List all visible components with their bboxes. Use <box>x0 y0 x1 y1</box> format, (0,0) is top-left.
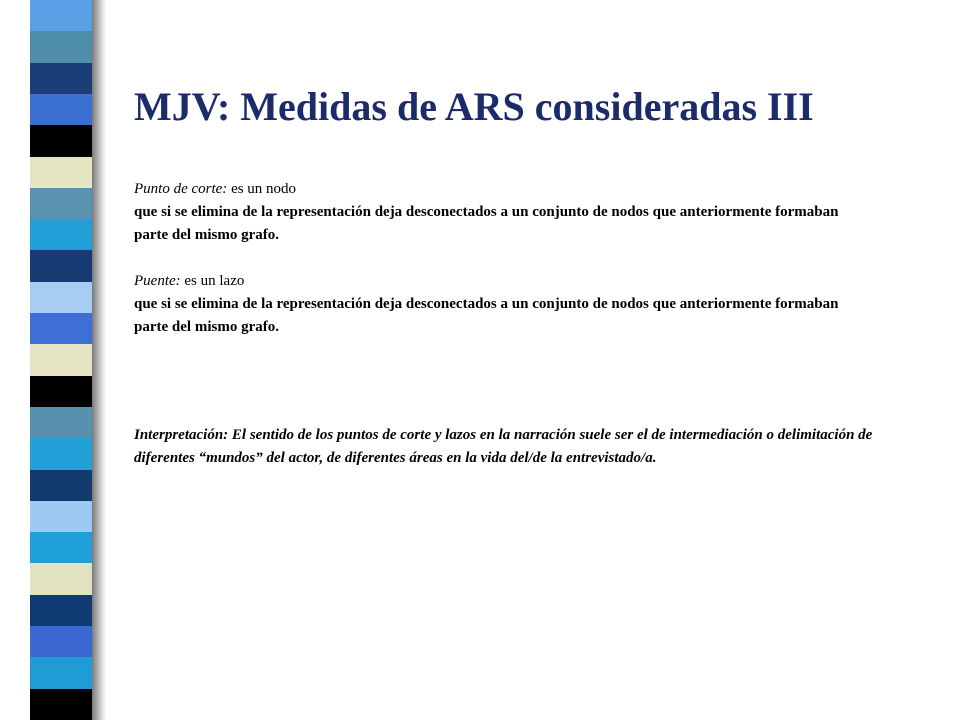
stripe-segment <box>30 157 92 189</box>
stripe-segment <box>30 0 92 32</box>
interpretation-paragraph <box>134 424 874 470</box>
stripe-segment <box>30 282 92 314</box>
stripe-segment <box>30 501 92 533</box>
interpretation-body: El sentido de los puntos de corte y lazos en la narración suele ser el de intermediación o delimitación de diferentes “mundos” del actor, de diferentes áreas en la vida del/de la entrevistado/a. <box>134 427 873 466</box>
bridge-label: Puente: <box>134 273 181 289</box>
cut-point-lead: es un nodo <box>227 181 297 197</box>
cut-point-label: Punto de corte: <box>134 181 228 197</box>
stripe-shadow <box>92 0 106 720</box>
cut-point-definition <box>134 178 874 247</box>
stripe-segment <box>30 470 92 502</box>
decorative-stripe-bar <box>30 0 92 720</box>
stripe-segment <box>30 532 92 564</box>
interpretation-label: Interpretación: <box>134 427 229 443</box>
stripe-segment <box>30 595 92 627</box>
stripe-segment <box>30 626 92 658</box>
stripe-segment <box>30 657 92 689</box>
stripe-segment <box>30 344 92 376</box>
cut-point-body: que si se elimina de la representación deja desconectados a un conjunto de nodos que anteriormente formaban parte del mismo grafo. <box>134 204 839 243</box>
slide-title: MJV: Medidas de ARS consideradas III <box>134 84 814 129</box>
stripe-segment <box>30 31 92 63</box>
stripe-segment <box>30 376 92 408</box>
stripe-segment <box>30 438 92 470</box>
bridge-body: que si se elimina de la representación deja desconectados a un conjunto de nodos que anteriormente formaban parte del mismo grafo. <box>134 296 839 335</box>
stripe-segment <box>30 689 92 720</box>
stripe-segment <box>30 94 92 126</box>
stripe-segment <box>30 125 92 157</box>
stripe-segment <box>30 63 92 95</box>
bridge-lead: es un lazo <box>180 273 245 289</box>
stripe-segment <box>30 250 92 282</box>
stripe-segment <box>30 313 92 345</box>
stripe-segment <box>30 407 92 439</box>
stripe-segment <box>30 563 92 595</box>
stripe-segment <box>30 219 92 251</box>
stripe-segment <box>30 188 92 220</box>
bridge-definition <box>134 270 874 339</box>
